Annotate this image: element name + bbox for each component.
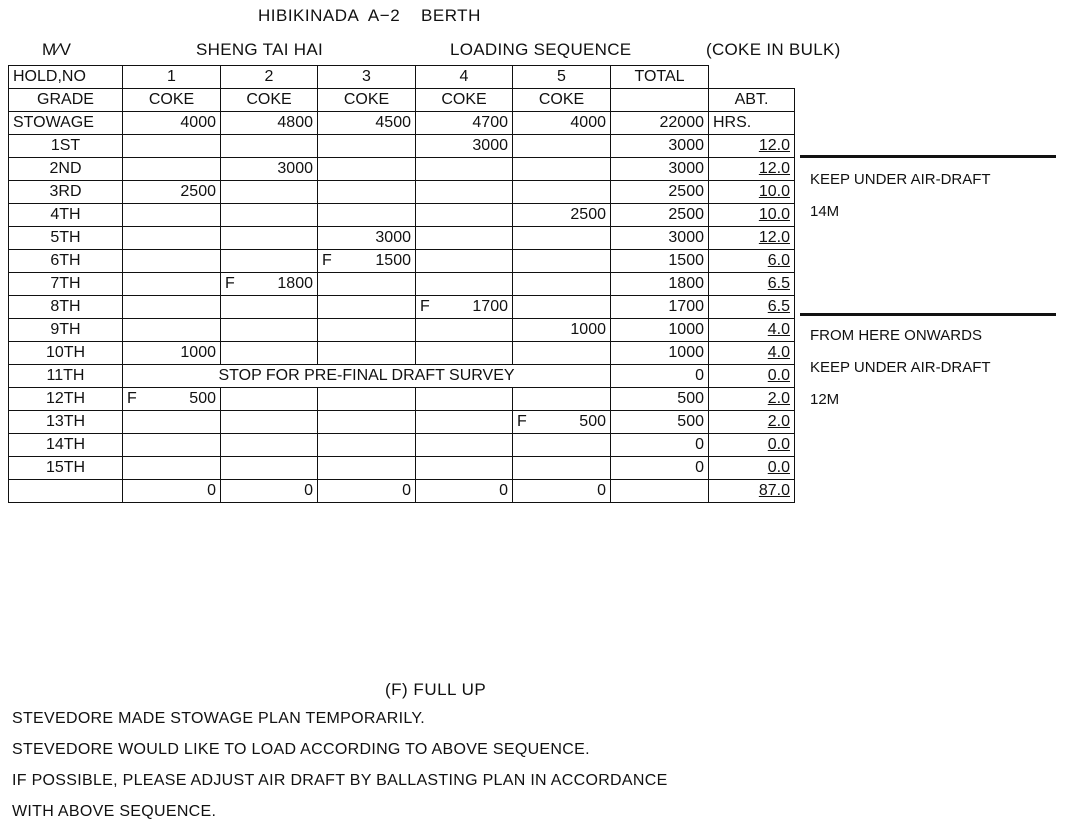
hold-quantity-cell	[221, 181, 318, 204]
total-label: TOTAL	[611, 66, 709, 89]
empty-cell	[611, 89, 709, 112]
hold-quantity-cell	[513, 158, 611, 181]
sequence-label: 12TH	[9, 388, 123, 411]
row-hours: 0.0	[709, 434, 795, 457]
row-total: 0	[611, 457, 709, 480]
sequence-label: 4TH	[9, 204, 123, 227]
hold-number: 3	[318, 66, 416, 89]
hold-quantity-cell	[513, 250, 611, 273]
hold-quantity-cell	[123, 135, 221, 158]
hold-quantity-cell	[221, 411, 318, 434]
hold-number: 2	[221, 66, 318, 89]
hold-quantity-cell	[123, 457, 221, 480]
row-total: 500	[611, 388, 709, 411]
sequence-label: 7TH	[9, 273, 123, 296]
hold-quantity-cell	[416, 227, 513, 250]
row-total: 500	[611, 411, 709, 434]
row-total: 2500	[611, 204, 709, 227]
hold-quantity-cell	[513, 204, 611, 227]
sequence-row	[9, 411, 795, 434]
grade-label: GRADE	[9, 89, 123, 112]
quantity-value: 2500	[570, 206, 606, 223]
cargo-description: (COKE IN BULK)	[706, 40, 841, 59]
sequence-row	[9, 181, 795, 204]
header-row-hold	[9, 66, 795, 89]
sequence-row	[9, 204, 795, 227]
hold-quantity-cell	[416, 273, 513, 296]
note-line: STEVEDORE MADE STOWAGE PLAN TEMPORARILY.	[12, 710, 425, 727]
hold-quantity-cell	[221, 296, 318, 319]
hold-quantity-cell	[318, 319, 416, 342]
sequence-row	[9, 227, 795, 250]
note-line: IF POSSIBLE, PLEASE ADJUST AIR DRAFT BY BALLASTING PLAN IN ACCORDANCE	[12, 772, 668, 789]
header-row-grade	[9, 89, 795, 112]
sequence-row	[9, 296, 795, 319]
sequence-label: 2ND	[9, 158, 123, 181]
hold-quantity-cell	[416, 204, 513, 227]
hold-quantity-cell	[221, 227, 318, 250]
hold-quantity-cell	[318, 342, 416, 365]
sequence-label: 10TH	[9, 342, 123, 365]
sequence-label: 9TH	[9, 319, 123, 342]
hold-quantity-cell	[318, 273, 416, 296]
row-hours: 6.5	[709, 296, 795, 319]
sequence-label: 15TH	[9, 457, 123, 480]
hold-quantity-cell	[513, 411, 611, 434]
hold-quantity-cell	[318, 296, 416, 319]
quantity-value: 3000	[277, 160, 313, 177]
row-hours: 12.0	[709, 135, 795, 158]
sequence-row	[9, 135, 795, 158]
sequence-row	[9, 319, 795, 342]
header-row-stowage	[9, 112, 795, 135]
footer-row	[9, 480, 795, 503]
hold-quantity-cell	[318, 250, 416, 273]
sequence-row	[9, 457, 795, 480]
hold-quantity-cell	[416, 250, 513, 273]
row-hours: 6.0	[709, 250, 795, 273]
row-total: 1500	[611, 250, 709, 273]
row-total: 2500	[611, 181, 709, 204]
row-total: 1800	[611, 273, 709, 296]
hold-quantity-cell	[123, 342, 221, 365]
hold-quantity-cell	[221, 135, 318, 158]
hold-quantity-cell	[416, 342, 513, 365]
row-hours: 0.0	[709, 365, 795, 388]
hold-quantity-cell	[318, 135, 416, 158]
hold-quantity-cell	[123, 227, 221, 250]
hrs-label: HRS.	[709, 112, 795, 135]
hold-quantity-cell	[513, 319, 611, 342]
full-up-flag: F	[127, 390, 137, 407]
hold-quantity-cell	[221, 388, 318, 411]
hold-label: HOLD,NO	[9, 66, 123, 89]
document-title: HIBIKINADA A−2 BERTH	[258, 6, 481, 25]
hold-quantity-cell	[221, 204, 318, 227]
sequence-label: 5TH	[9, 227, 123, 250]
hold-quantity-cell	[513, 434, 611, 457]
hold-quantity-cell	[123, 296, 221, 319]
remark-line: FROM HERE ONWARDS	[810, 327, 982, 344]
hold-quantity-cell	[221, 342, 318, 365]
row-hours: 4.0	[709, 342, 795, 365]
quantity-value: 1000	[180, 344, 216, 361]
remark-line: 14M	[810, 203, 840, 220]
row-hours: 2.0	[709, 411, 795, 434]
hold-quantity-cell	[318, 158, 416, 181]
hold-quantity-cell	[221, 457, 318, 480]
quantity-value: 1000	[570, 321, 606, 338]
hold-quantity-cell	[318, 411, 416, 434]
row-total: 0	[611, 434, 709, 457]
hold-quantity-cell	[123, 250, 221, 273]
sequence-label: 13TH	[9, 411, 123, 434]
remark-line: KEEP UNDER AIR-DRAFT	[810, 171, 991, 188]
hold-quantity-cell	[123, 204, 221, 227]
hold-quantity-cell	[318, 181, 416, 204]
hold-quantity-cell	[221, 319, 318, 342]
footer-label	[9, 480, 123, 503]
row-total: 1000	[611, 342, 709, 365]
vessel-name: SHENG TAI HAI	[196, 40, 324, 59]
sequence-title: LOADING SEQUENCE	[450, 40, 632, 59]
hold-quantity-cell	[221, 158, 318, 181]
row-hours: 2.0	[709, 388, 795, 411]
hold-quantity-cell	[513, 296, 611, 319]
hold-quantity-cell	[513, 227, 611, 250]
sequence-row	[9, 365, 795, 388]
full-up-flag: F	[225, 275, 235, 292]
hold-quantity-cell	[416, 388, 513, 411]
hold-sum: 0	[123, 480, 221, 503]
hold-quantity-cell	[513, 273, 611, 296]
row-total: 3000	[611, 227, 709, 250]
subheader	[0, 40, 1080, 64]
abt-label: ABT.	[709, 89, 795, 112]
quantity-value: 1500	[375, 252, 411, 269]
hold-quantity-cell	[416, 135, 513, 158]
hold-quantity-cell	[318, 434, 416, 457]
row-total: 0	[611, 365, 709, 388]
hold-sum: 0	[513, 480, 611, 503]
stop-survey-note: STOP FOR PRE-FINAL DRAFT SURVEY	[123, 365, 611, 388]
total-hours: 87.0	[709, 480, 795, 503]
row-hours: 0.0	[709, 457, 795, 480]
grade-value: COKE	[513, 89, 611, 112]
hold-quantity-cell	[416, 319, 513, 342]
sequence-label: 11TH	[9, 365, 123, 388]
hold-number: 1	[123, 66, 221, 89]
hold-quantity-cell	[416, 411, 513, 434]
sequence-label: 8TH	[9, 296, 123, 319]
hold-number: 4	[416, 66, 513, 89]
full-up-legend: (F) FULL UP	[385, 680, 487, 699]
hold-quantity-cell	[318, 204, 416, 227]
hold-quantity-cell	[123, 158, 221, 181]
air-draft-divider-top	[800, 155, 1056, 158]
hold-quantity-cell	[318, 457, 416, 480]
hold-quantity-cell	[513, 181, 611, 204]
quantity-value: 1800	[277, 275, 313, 292]
stowage-value: 4500	[318, 112, 416, 135]
row-hours: 4.0	[709, 319, 795, 342]
mv-label: M∕V	[42, 40, 72, 59]
air-draft-divider-bottom	[800, 313, 1056, 316]
quantity-value: 2500	[180, 183, 216, 200]
remark-line: KEEP UNDER AIR-DRAFT	[810, 359, 991, 376]
hold-quantity-cell	[416, 158, 513, 181]
row-hours: 6.5	[709, 273, 795, 296]
stowage-value: 4000	[513, 112, 611, 135]
hold-quantity-cell	[513, 388, 611, 411]
row-total: 3000	[611, 158, 709, 181]
full-up-flag: F	[420, 298, 430, 315]
hold-quantity-cell	[416, 296, 513, 319]
grade-value: COKE	[318, 89, 416, 112]
sequence-row	[9, 273, 795, 296]
row-hours: 12.0	[709, 227, 795, 250]
sequence-label: 14TH	[9, 434, 123, 457]
full-up-flag: F	[322, 252, 332, 269]
empty-cell	[709, 66, 795, 89]
hold-quantity-cell	[123, 319, 221, 342]
sequence-row	[9, 250, 795, 273]
remark-line: 12M	[810, 391, 840, 408]
quantity-value: 3000	[472, 137, 508, 154]
sequence-label: 3RD	[9, 181, 123, 204]
hold-quantity-cell	[513, 135, 611, 158]
grade-value: COKE	[123, 89, 221, 112]
stowage-value: 4800	[221, 112, 318, 135]
sequence-row	[9, 434, 795, 457]
sequence-label: 1ST	[9, 135, 123, 158]
stowage-value: 4000	[123, 112, 221, 135]
row-hours: 12.0	[709, 158, 795, 181]
quantity-value: 1700	[472, 298, 508, 315]
loading-sequence-table	[8, 65, 795, 503]
quantity-value: 500	[579, 413, 606, 430]
hold-quantity-cell	[318, 227, 416, 250]
hold-quantity-cell	[221, 273, 318, 296]
hold-quantity-cell	[123, 411, 221, 434]
hold-quantity-cell	[416, 457, 513, 480]
hold-quantity-cell	[416, 434, 513, 457]
row-hours: 10.0	[709, 181, 795, 204]
hold-number: 5	[513, 66, 611, 89]
stowage-total: 22000	[611, 112, 709, 135]
sequence-row	[9, 158, 795, 181]
hold-quantity-cell	[221, 250, 318, 273]
full-up-flag: F	[517, 413, 527, 430]
stowage-value: 4700	[416, 112, 513, 135]
note-line: WITH ABOVE SEQUENCE.	[12, 803, 217, 820]
hold-quantity-cell	[318, 388, 416, 411]
quantity-value: 3000	[375, 229, 411, 246]
footer-total	[611, 480, 709, 503]
stowage-label: STOWAGE	[9, 112, 123, 135]
quantity-value: 500	[189, 390, 216, 407]
hold-quantity-cell	[513, 457, 611, 480]
row-total: 1700	[611, 296, 709, 319]
note-line: STEVEDORE WOULD LIKE TO LOAD ACCORDING TO ABOVE SEQUENCE.	[12, 741, 590, 758]
sequence-row	[9, 388, 795, 411]
hold-quantity-cell	[416, 181, 513, 204]
hold-sum: 0	[221, 480, 318, 503]
grade-value: COKE	[221, 89, 318, 112]
grade-value: COKE	[416, 89, 513, 112]
hold-quantity-cell	[123, 273, 221, 296]
row-total: 3000	[611, 135, 709, 158]
hold-quantity-cell	[123, 388, 221, 411]
sequence-label: 6TH	[9, 250, 123, 273]
hold-sum: 0	[318, 480, 416, 503]
hold-sum: 0	[416, 480, 513, 503]
hold-quantity-cell	[123, 434, 221, 457]
hold-quantity-cell	[513, 342, 611, 365]
hold-quantity-cell	[221, 434, 318, 457]
row-hours: 10.0	[709, 204, 795, 227]
row-total: 1000	[611, 319, 709, 342]
hold-quantity-cell	[123, 181, 221, 204]
sequence-row	[9, 342, 795, 365]
